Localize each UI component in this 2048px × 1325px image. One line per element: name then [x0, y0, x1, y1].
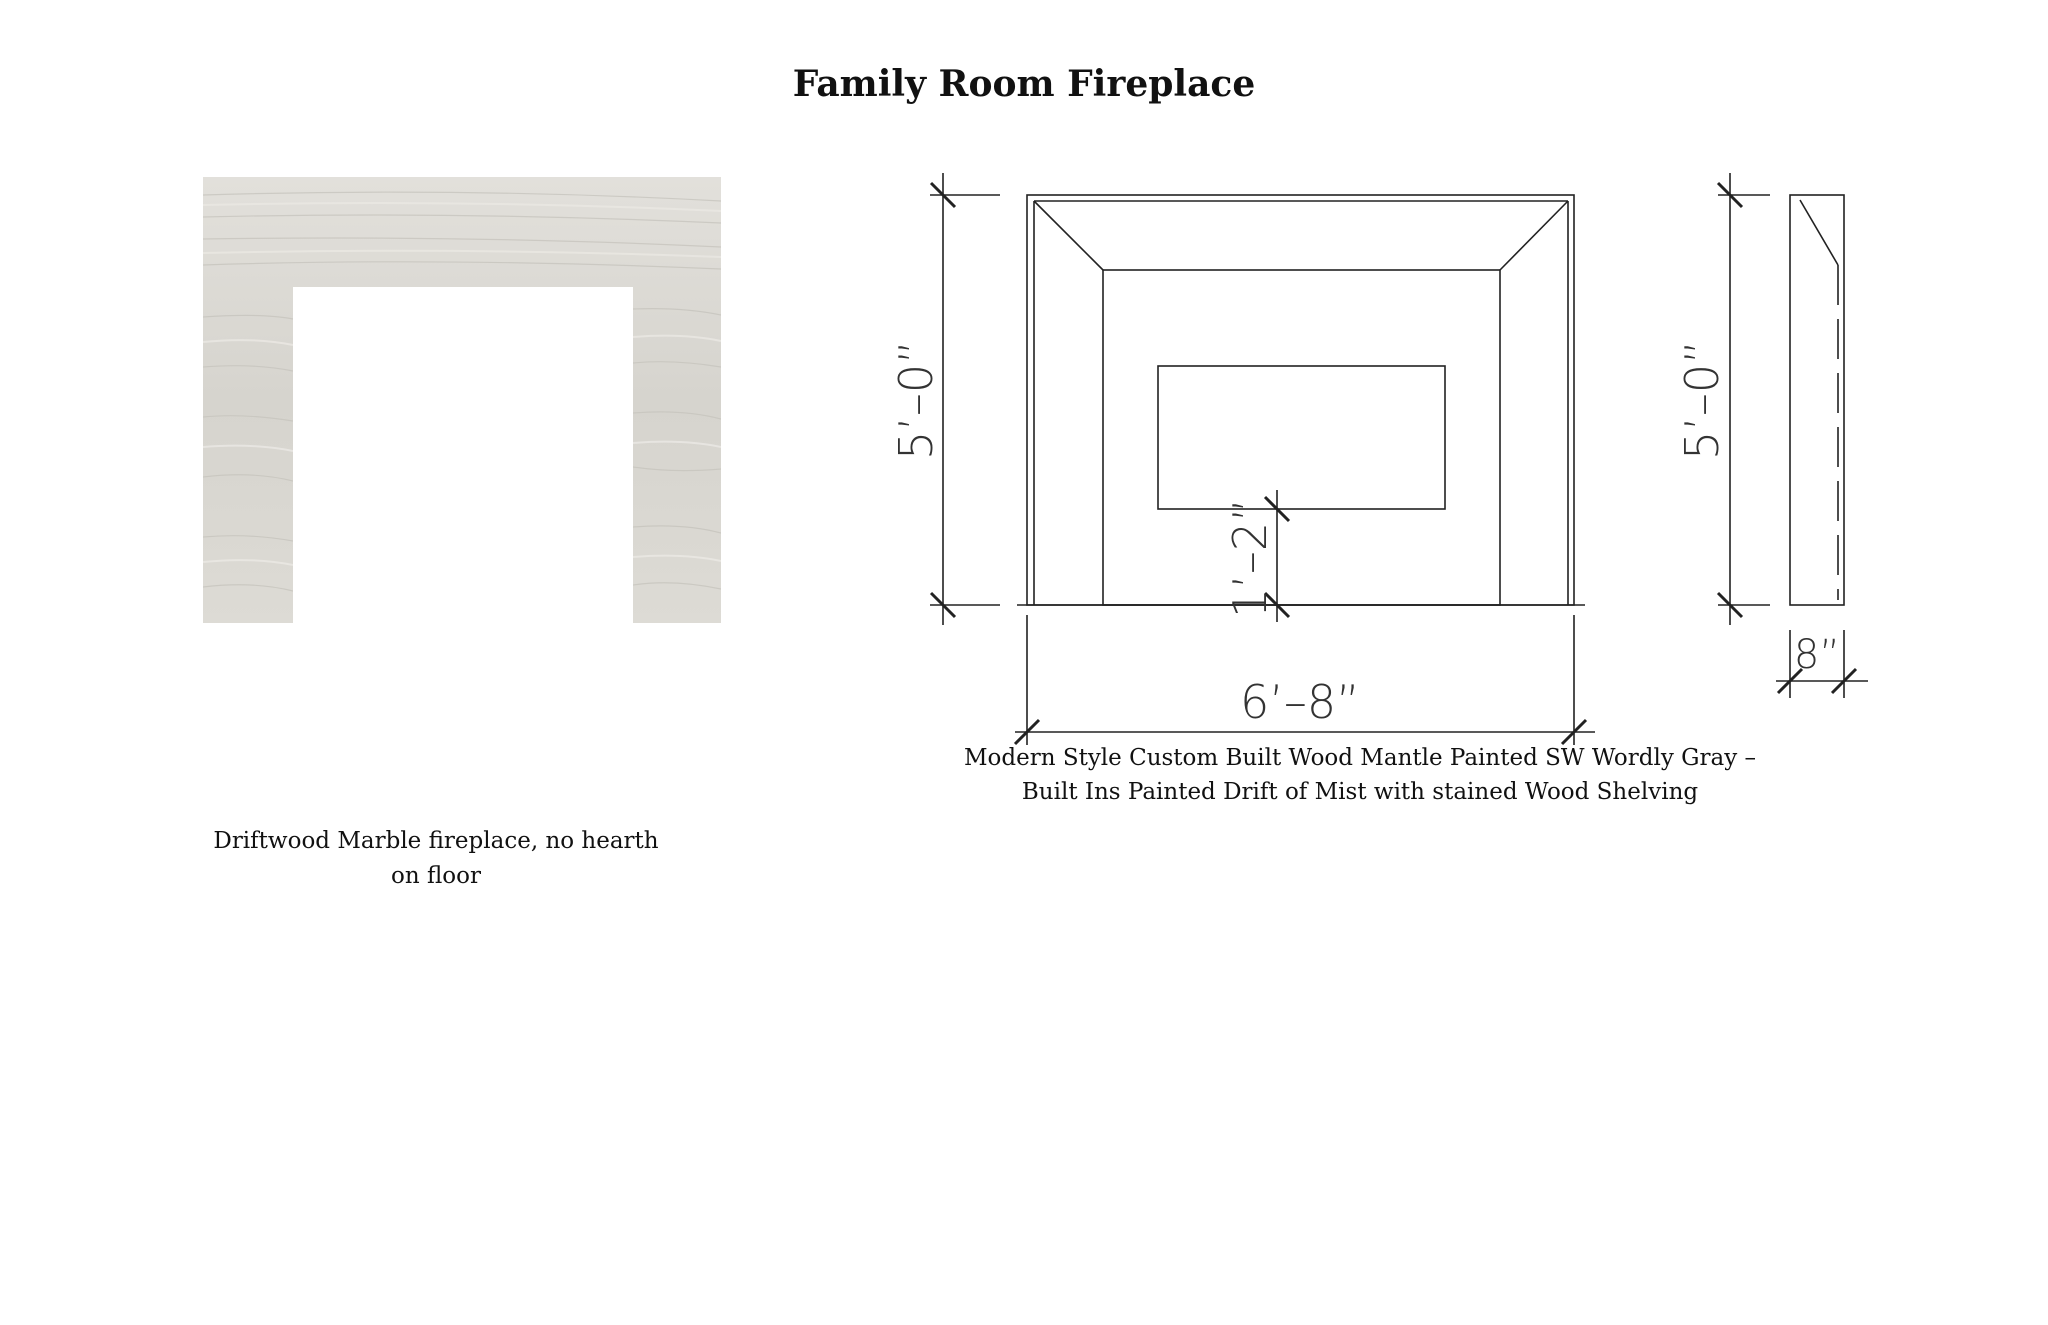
mantle-caption-line2: Built Ins Painted Drift of Mist with stained Wood Shelving: [1021, 779, 1699, 805]
side-depth-label: 8”: [1793, 632, 1841, 678]
opening-height-label: 1’–2”: [1223, 498, 1277, 618]
mantle-outer-frame: [1027, 195, 1574, 605]
mantle-side-profile: [1790, 195, 1844, 605]
firebox-opening: [1158, 366, 1445, 509]
front-width-label: 6’–8”: [1240, 675, 1360, 729]
front-height-label: 5’–0”: [889, 340, 943, 460]
mantle-caption-line1: Modern Style Custom Built Wood Mantle Painted SW Wordly Gray –: [963, 745, 1757, 771]
page-title: Family Room Fireplace: [792, 63, 1256, 105]
side-elevation: [1718, 173, 1868, 698]
mantle-inner-panel: [1103, 270, 1500, 605]
marble-caption-line1: Driftwood Marble fireplace, no hearth: [213, 828, 659, 854]
front-elevation: [930, 173, 1595, 745]
mantle-caption: [920, 741, 1800, 809]
marble-caption-line2: on floor: [390, 863, 481, 889]
side-height-label: 5’–0”: [1675, 340, 1729, 460]
